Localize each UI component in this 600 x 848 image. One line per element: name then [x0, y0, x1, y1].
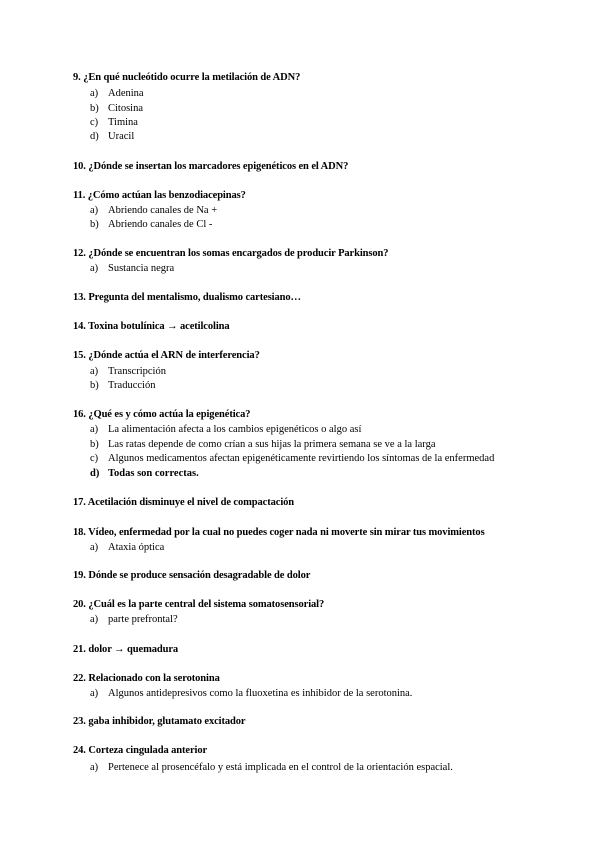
answer-9b: b) Citosina	[90, 103, 144, 114]
answer-20a: a) parte prefrontal?	[90, 614, 178, 625]
answer-16d: d) Todas son correctas.	[90, 468, 199, 479]
question-21: 21. dolor → quemadura	[73, 644, 179, 655]
question-9: 9. ¿En qué nucleótido ocurre la metilación de ADN?	[73, 72, 301, 83]
answer-16c: c) Algunos medicamentos afectan epigenéticamente revirtiendo los síntomas de la enfermedad	[90, 453, 495, 464]
question-19: 19. Dónde se produce sensación desagradable de dolor	[73, 570, 311, 581]
question-12: 12. ¿Dónde se encuentran los somas encargados de producir Parkinson?	[73, 248, 389, 259]
answer-24a: a) Pertenece al prosencéfalo y está implicada en el control de la orientación espacial.	[90, 762, 453, 773]
question-22: 22. Relacionado con la serotonina	[73, 673, 220, 684]
question-20: 20. ¿Cuál es la parte central del sistema somatosensorial?	[73, 599, 325, 610]
question-10: 10. ¿Dónde se insertan los marcadores epigenéticos en el ADN?	[73, 161, 349, 172]
answer-9a: a) Adenina	[90, 88, 144, 99]
answer-11a: a) Abriendo canales de Na +	[90, 205, 218, 216]
answer-9d: d) Uracil	[90, 131, 135, 142]
question-18: 18. Vídeo, enfermedad por la cual no puedes coger nada ni moverte sin mirar tus movimientos	[73, 527, 485, 538]
answer-22a: a) Algunos antidepresivos como la fluoxetina es inhibidor de la serotonina.	[90, 688, 413, 699]
question-24: 24. Corteza cingulada anterior	[73, 745, 208, 756]
question-23: 23. gaba inhibidor, glutamato excitador	[73, 716, 246, 727]
question-11: 11. ¿Cómo actúan las benzodiacepinas?	[73, 190, 246, 201]
answer-15b: b) Traducción	[90, 380, 156, 391]
answer-15a: a) Transcripción	[90, 366, 166, 377]
question-13: 13. Pregunta del mentalismo, dualismo cartesiano…	[73, 292, 301, 303]
answer-11b: b) Abriendo canales de Cl -	[90, 219, 213, 230]
question-16: 16. ¿Qué es y cómo actúa la epigenética?	[73, 409, 251, 420]
answer-12a: a) Sustancia negra	[90, 263, 175, 274]
answer-9c: c) Timina	[90, 117, 138, 128]
question-15: 15. ¿Dónde actúa el ARN de interferencia?	[73, 350, 260, 361]
answer-16b: b) Las ratas depende de como crían a sus hijas la primera semana se ve a la larga	[90, 439, 436, 450]
question-14: 14. Toxina botulínica → acetilcolina	[73, 321, 230, 332]
question-17: 17. Acetilación disminuye el nivel de compactación	[73, 497, 295, 508]
answer-16a: a) La alimentación afecta a los cambios epigenéticos o algo así	[90, 424, 362, 435]
answer-18a: a) Ataxia óptica	[90, 542, 165, 553]
